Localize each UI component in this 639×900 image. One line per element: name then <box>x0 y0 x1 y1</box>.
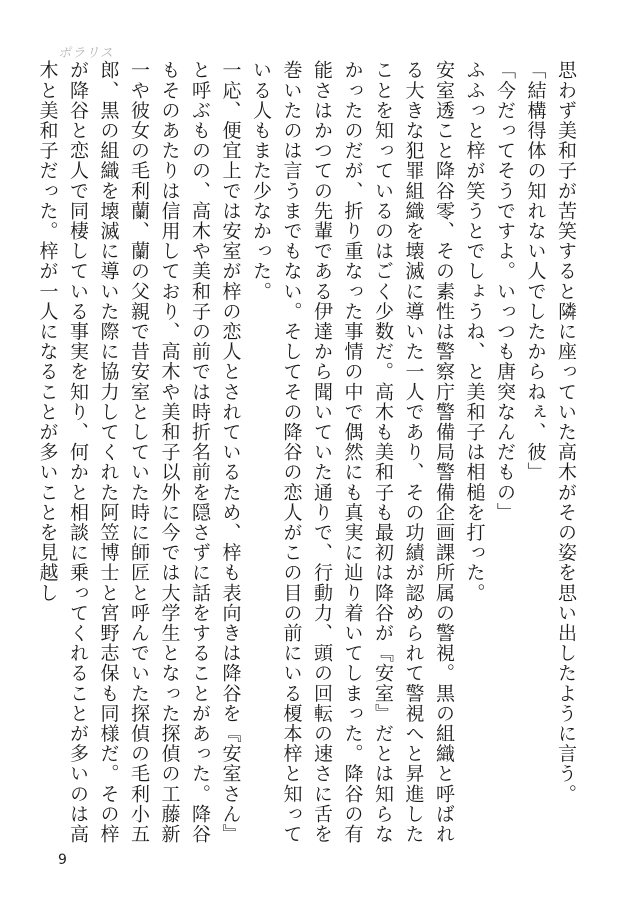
paragraph: 安室透こと降谷零、その素性は警察庁警備局警備企画課所属の警視。黒の組織と呼ばれる大きな犯罪組織を壊滅に導いた一人であり、その功績が認められて警視へと昇進したことを知っているのはごく少数だ。高木も美和子も最初は降谷が『安室』だとは知らなかったのだが、折り重なった事情の中で偶然にも真実に辿り着いてしまった。降谷の有能さはかつての先輩である伊達から聞いていた通りで、行動力、頭の回転の速さに舌を巻いたのは言うまでもない。そしてその降谷の恋人がこの目の前にいる榎本梓と知っている人もまた少なかった。 <box>250 60 455 844</box>
paragraph: 一応、便宜上では安室が梓の恋人とされているため、梓も表向きは降谷を『安室さん』と呼ぶものの、高木や美和子の前では時折名前を隠さずに話をすることがあった。降谷もそのあたりは信用しており、高木や美和子以外に今では大学生となった探偵の工藤新一や彼女の毛利蘭、蘭の父親で昔安室としていた時に師匠と呼んでいた探偵の毛利小五郎、黒の組織を壊滅に導いた際に協力してくれた阿笠博士と宮野志保も同様だ。その梓が降谷と恋人で同棲している事実を知り、何かと相談に乗ってくれることが多いのは高木と美和子だった。梓が一人になることが多いことを見越し <box>36 60 242 844</box>
series-title-mark: ポラリス <box>58 46 114 61</box>
paragraph: 「今だってそうですよ。いっつも唐突なんだもの」 <box>494 60 516 523</box>
paragraph: 「結構得体の知れない人でしたからねぇ、彼」 <box>524 60 547 483</box>
vertical-body-text <box>36 60 581 850</box>
page-number: 9 <box>58 852 67 868</box>
paragraph: ふふっと梓が笑うとでしょうね、と美和子は相槌を打った。 <box>463 60 486 603</box>
paragraph: 思わず美和子が苦笑すると隣に座っていた高木がその姿を思い出したように言う。 <box>555 60 577 804</box>
